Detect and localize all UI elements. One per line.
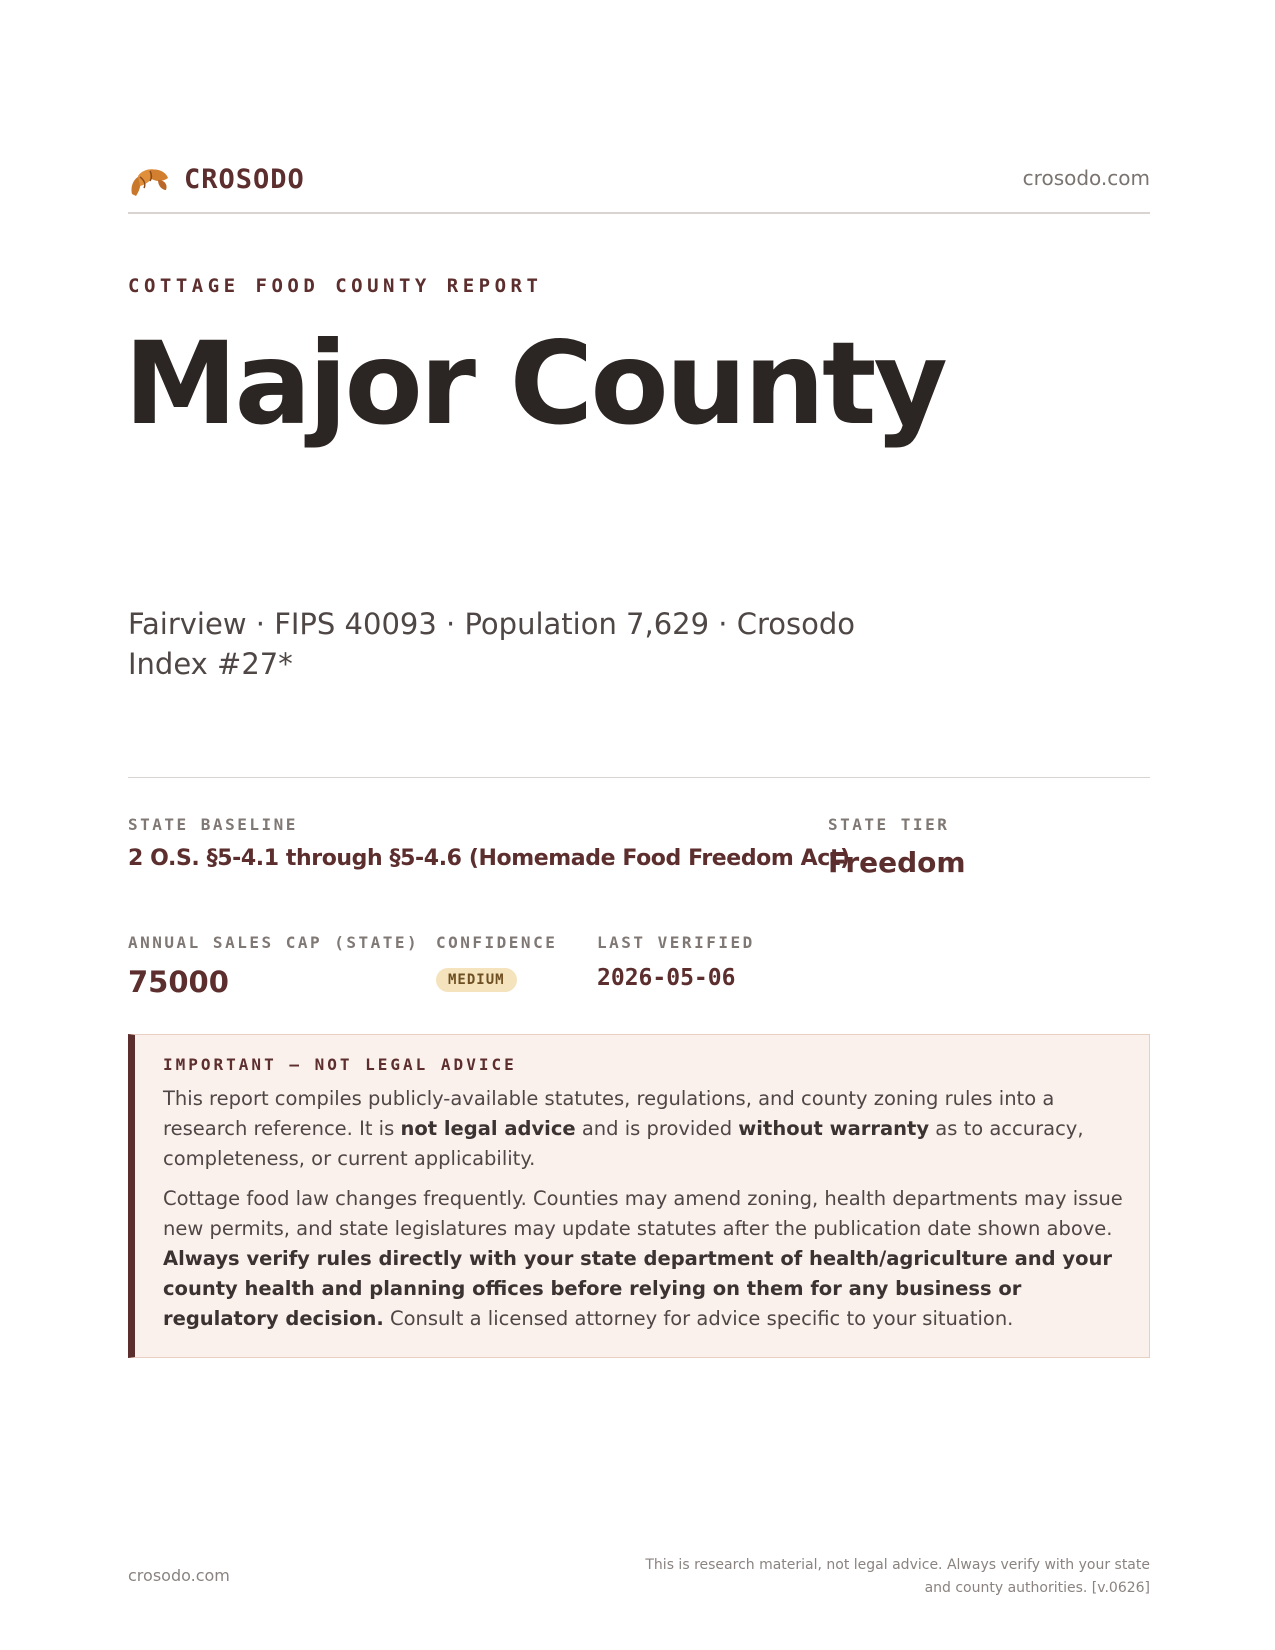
stat-confidence bbox=[436, 933, 557, 992]
notice-paragraph-2: Cottage food law changes frequently. Counties may amend zoning, health departments may issue new permits, and state legislatures may update statutes after the publication date shown above. Always verify rules directly with your state department of health/agriculture and your county health and planning offices before relying on them for any business or regulatory decision. Consult a licensed attorney for advice specific to your situation. bbox=[163, 1187, 1123, 1330]
stat-label: CONFIDENCE bbox=[436, 933, 558, 952]
stat-value: Freedom bbox=[828, 846, 966, 879]
stat-value: 2026-05-06 bbox=[597, 965, 736, 991]
page-header bbox=[128, 158, 1150, 214]
stat-sales-cap bbox=[128, 933, 419, 999]
croissant-icon bbox=[128, 164, 170, 204]
footer-site-url[interactable]: crosodo.com bbox=[128, 1566, 230, 1585]
stat-state-tier bbox=[828, 815, 966, 879]
notice-heading: IMPORTANT — NOT LEGAL ADVICE bbox=[163, 1055, 517, 1074]
legal-notice bbox=[128, 1034, 1150, 1358]
stat-label: LAST VERIFIED bbox=[597, 933, 755, 952]
report-subtitle: Fairview · FIPS 40093 · Population 7,629 · Crosodo Index #27* bbox=[128, 607, 855, 681]
stat-label: ANNUAL SALES CAP (STATE) bbox=[128, 933, 420, 952]
page-title: Major County bbox=[124, 317, 945, 450]
report-page bbox=[124, 0, 1150, 1650]
stat-label: STATE BASELINE bbox=[128, 815, 298, 834]
stat-last-verified bbox=[597, 933, 755, 991]
notice-paragraph-1: This report compiles publicly-available statutes, regulations, and county zoning rules into a research reference. It is not legal advice and is provided without warranty as to accuracy, completeness, or current applicability. bbox=[163, 1087, 1084, 1170]
stat-value: 75000 bbox=[128, 965, 229, 999]
stat-state-baseline bbox=[128, 815, 850, 871]
brand-name: CROSODO bbox=[184, 164, 305, 195]
report-eyebrow: COTTAGE FOOD COUNTY REPORT bbox=[128, 275, 543, 297]
stat-label: STATE TIER bbox=[828, 815, 950, 834]
section-divider bbox=[128, 777, 1150, 778]
stat-value: 2 O.S. §5-4.1 through §5-4.6 (Homemade Food Freedom Act) bbox=[128, 846, 850, 871]
confidence-badge: MEDIUM bbox=[436, 968, 517, 992]
site-url[interactable]: crosodo.com bbox=[1022, 166, 1150, 190]
footer-disclaimer: This is research material, not legal advice. Always verify with your state and county authorities. [v.0626] bbox=[645, 1557, 1150, 1596]
